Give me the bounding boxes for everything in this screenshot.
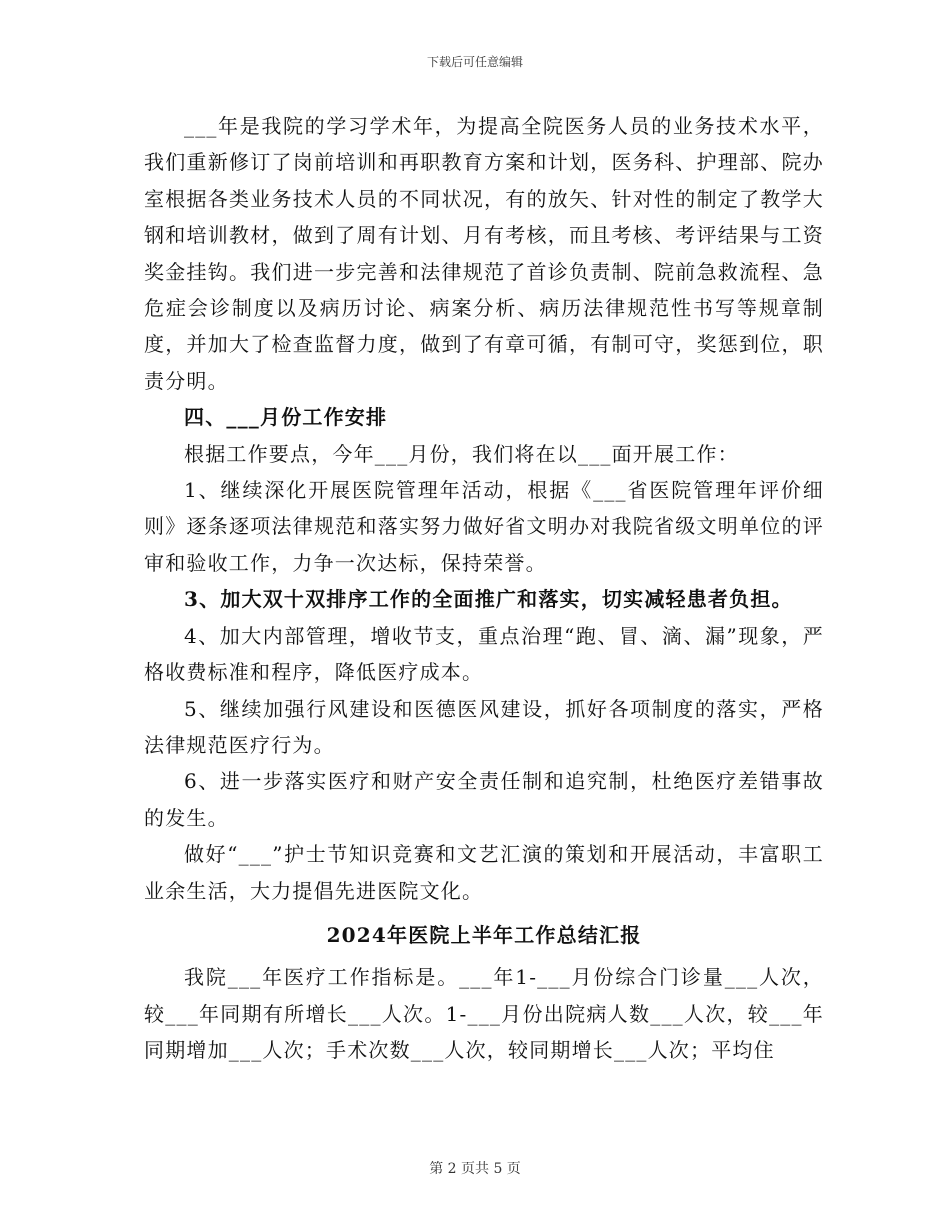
paragraph-work-intro: 根据工作要点，今年___月份，我们将在以___面开展工作： bbox=[184, 441, 739, 466]
paragraph-medical-indicators: 我院___年医疗工作指标是。___年1-___月份综合门诊量___人次，较___年同期有所增长___人次。1-___月份出院病人数___人次，较___年同期增加___人次；手术次数___人次，较同期增长___人次；平均住 bbox=[144, 965, 824, 1063]
page-footer-page-number: 第 2 页共 5 页 bbox=[429, 1161, 521, 1177]
paragraph-nurses-day: 做好“___”护士节知识竞赛和文艺汇演的策划和开展活动，丰富职工业余生活，大力提倡先进医院文化。 bbox=[144, 842, 824, 903]
list-item-1: 1、继续深化开展医院管理年活动，根据《___省医院管理年评价细则》逐条逐项法律规范和落实努力做好省文明办对我院省级文明单位的评审和验收工作，力争一次达标，保持荣誉。 bbox=[144, 478, 824, 575]
document-title: 2024年医院上半年工作总结汇报 bbox=[326, 922, 642, 947]
list-item-6: 6、进一步落实医疗和财产安全责任制和追究制，杜绝医疗差错事故的发生。 bbox=[144, 769, 824, 830]
list-item-3: 3、加大双十双排序工作的全面推广和落实，切实减轻患者负担。 bbox=[184, 587, 793, 612]
list-item-4: 4、加大内部管理，增收节支，重点治理“跑、冒、滴、漏”现象，严格收费标准和程序，降低医疗成本。 bbox=[144, 623, 824, 685]
page-header-note: 下载后可任意编辑 bbox=[426, 55, 523, 69]
document-body bbox=[144, 108, 824, 1069]
section-heading-work-plan: 四、___月份工作安排 bbox=[184, 405, 388, 430]
list-item-5: 5、继续加强行风建设和医德医风建设，抓好各项制度的落实，严格法律规范医疗行为。 bbox=[144, 696, 824, 757]
paragraph-study-year: ___年是我院的学习学术年，为提高全院医务人员的业务技术水平，我们重新修订了岗前培训和再职教育方案和计划，医务科、护理部、院办室根据各类业务技术人员的不同状况，有的放矢、针对性的制定了教学大钢和培训教材，做到了周有计划、月有考核，而且考核、考评结果与工资奖金挂钩。我们进一步完善和法律规范了首诊负责制、院前急救流程、急危症会诊制度以及病历讨论、病案分析、病历法律规范性书写等规章制度，并加大了检查监督力度，做到了有章可循，有制可守，奖惩到位，职责分明。 bbox=[144, 114, 824, 393]
